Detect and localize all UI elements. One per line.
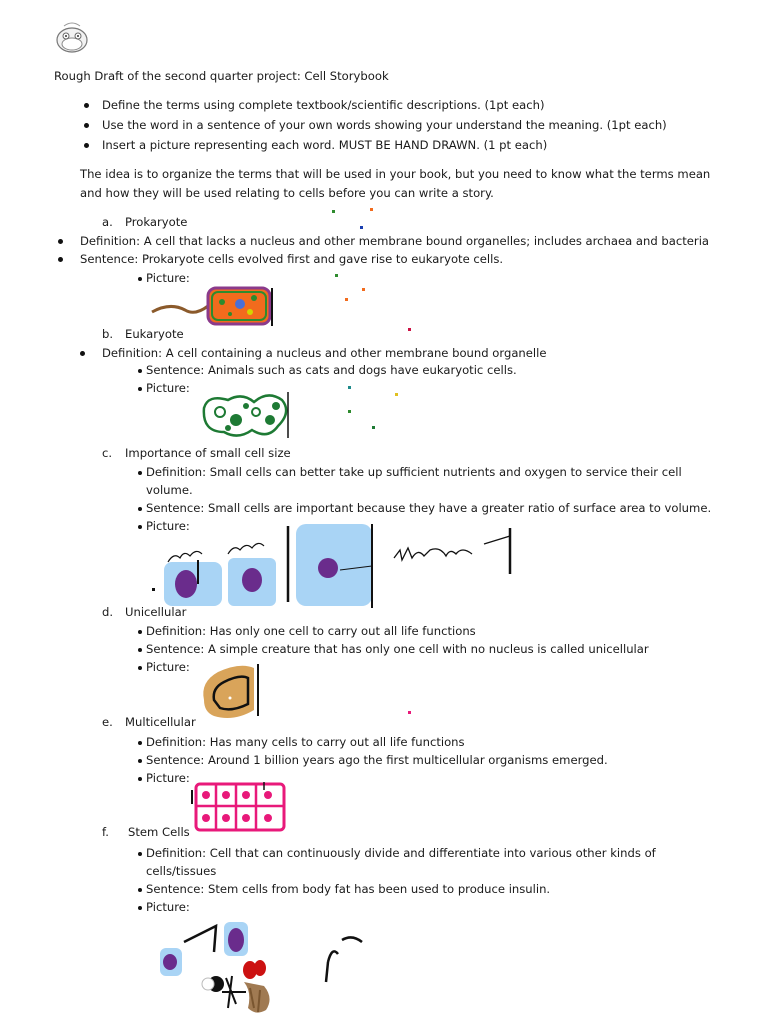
picture-label: Picture:	[146, 519, 190, 533]
stray-mark	[408, 711, 411, 714]
bullet	[138, 648, 142, 652]
term-marker: c.	[102, 446, 113, 460]
term-marker: a.	[102, 215, 113, 229]
term-sentence: Sentence: Prokaryote cells evolved first and gave rise to eukaryote cells.	[80, 252, 504, 266]
stray-mark	[335, 274, 338, 277]
bullet	[138, 525, 142, 529]
prokaryote-drawing	[150, 282, 280, 330]
term-sentence: Sentence: A simple creature that has only one cell with no nucleus is called unicellular	[146, 642, 649, 656]
instruction-item: Insert a picture representing each word. MUST BE HAND DRAWN. (1 pt each)	[102, 138, 548, 152]
term-sentence: Sentence: Stem cells from body fat has been used to produce insulin.	[146, 882, 551, 896]
bullet	[58, 257, 63, 262]
bullet	[84, 143, 89, 148]
term-title: Stem Cells	[128, 825, 190, 839]
term-definition-cont: volume.	[146, 483, 193, 497]
picture-label: Picture:	[146, 771, 190, 785]
bullet	[138, 387, 142, 391]
bullet	[138, 471, 142, 475]
bullet	[58, 239, 63, 244]
term-definition-cont: cells/tissues	[146, 864, 217, 878]
picture-label: Picture:	[146, 271, 190, 285]
stray-mark	[395, 393, 398, 396]
bullet	[138, 888, 142, 892]
stem-cells-drawing	[156, 912, 376, 1022]
stray-mark	[345, 298, 348, 301]
term-sentence: Sentence: Small cells are important because they have a greater ratio of surface area to volume.	[146, 501, 712, 515]
picture-label: Picture:	[146, 660, 190, 674]
term-definition: Definition: A cell containing a nucleus and other membrane bound organelle	[102, 346, 547, 360]
term-title: Prokaryote	[125, 215, 188, 229]
term-title: Importance of small cell size	[125, 446, 291, 460]
bullet	[80, 351, 85, 356]
term-marker: b.	[102, 327, 114, 341]
stray-mark	[332, 210, 335, 213]
stray-mark	[362, 288, 365, 291]
picture-label: Picture:	[146, 381, 190, 395]
intro-line: and how they will be used relating to cells before you can write a story.	[80, 186, 494, 200]
bullet	[138, 906, 142, 910]
cartoon-face-logo	[52, 20, 92, 56]
instruction-item: Use the word in a sentence of your own words showing your understand the meaning. (1pt each)	[102, 118, 667, 132]
bullet	[84, 103, 89, 108]
bullet	[138, 507, 142, 511]
term-marker: e.	[102, 715, 113, 729]
stray-mark	[372, 426, 375, 429]
stray-mark	[370, 208, 373, 211]
term-title: Eukaryote	[125, 327, 184, 341]
term-marker: d.	[102, 605, 114, 619]
intro-line: The idea is to organize the terms that will be used in your book, but you need to know what the terms mean	[80, 167, 711, 181]
bullet	[138, 630, 142, 634]
multicellular-drawing	[188, 778, 288, 836]
picture-label: Picture:	[146, 900, 190, 914]
term-title: Unicellular	[125, 605, 187, 619]
stray-mark	[360, 226, 363, 229]
instruction-item: Define the terms using complete textbook/scientific descriptions. (1pt each)	[102, 98, 545, 112]
cell-size-drawing	[150, 522, 530, 612]
eukaryote-drawing	[198, 390, 298, 442]
term-definition: Definition: Cell that can continuously divide and differentiate into various other kinds of	[146, 846, 656, 860]
term-title: Multicellular	[125, 715, 196, 729]
bullet	[138, 852, 142, 856]
term-definition: Definition: Has many cells to carry out all life functions	[146, 735, 465, 749]
bullet	[138, 741, 142, 745]
bullet	[84, 123, 89, 128]
stray-mark	[348, 386, 351, 389]
unicellular-drawing	[196, 660, 268, 722]
stray-mark	[408, 328, 411, 331]
bullet	[138, 369, 142, 373]
term-sentence: Sentence: Animals such as cats and dogs have eukaryotic cells.	[146, 363, 517, 377]
bullet	[138, 277, 142, 281]
document-title: Rough Draft of the second quarter project: Cell Storybook	[54, 69, 389, 83]
bullet	[138, 777, 142, 781]
term-definition: Definition: A cell that lacks a nucleus and other membrane bound organelles; includes archaea and bacteria	[80, 234, 710, 248]
bullet	[138, 759, 142, 763]
term-definition: Definition: Small cells can better take up sufficient nutrients and oxygen to service their cell	[146, 465, 682, 479]
stray-mark	[348, 410, 351, 413]
term-sentence: Sentence: Around 1 billion years ago the first multicellular organisms emerged.	[146, 753, 608, 767]
term-marker: f.	[102, 825, 109, 839]
bullet	[138, 666, 142, 670]
term-definition: Definition: Has only one cell to carry out all life functions	[146, 624, 476, 638]
